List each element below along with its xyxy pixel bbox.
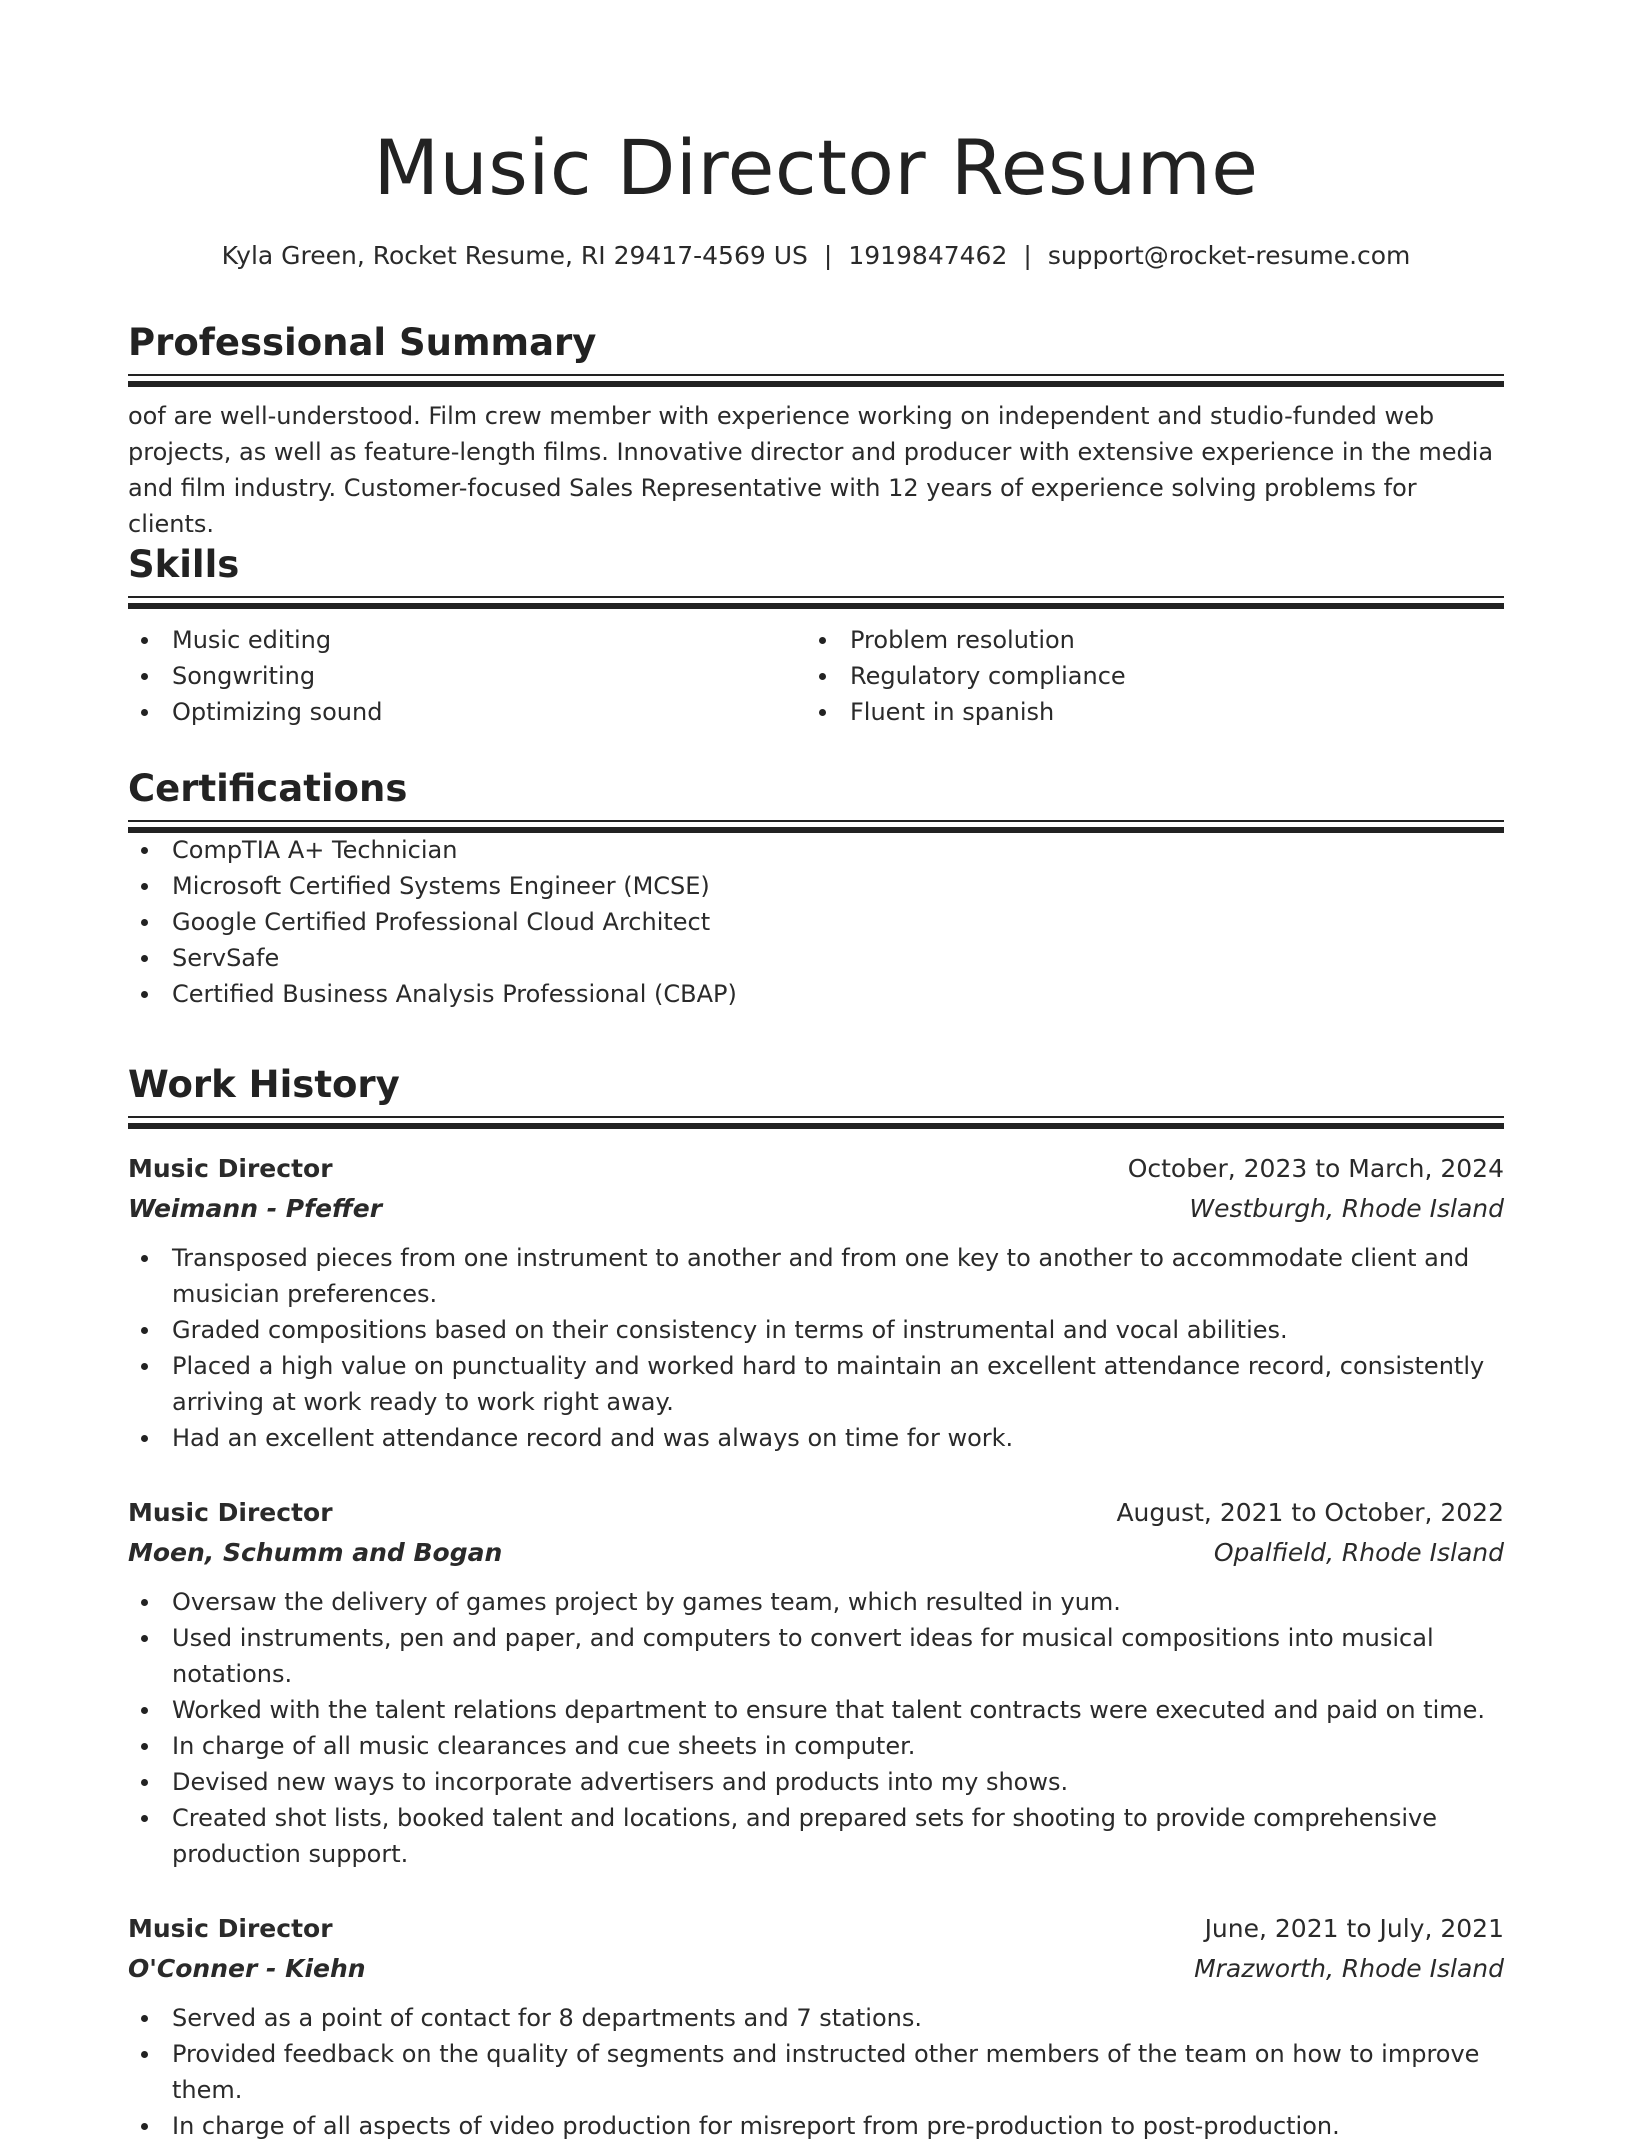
skill-item: Regulatory compliance bbox=[806, 658, 1484, 694]
skills-grid bbox=[128, 622, 1504, 730]
job-location: Opalfield, Rhode Island bbox=[1213, 1537, 1504, 1567]
skill-item: Fluent in spanish bbox=[806, 694, 1484, 730]
section-heading-certifications: Certifications bbox=[128, 767, 408, 810]
section-divider bbox=[128, 596, 1504, 608]
job-bullet: Used instruments, pen and paper, and computers to convert ideas for musical compositions into musical notations. bbox=[128, 1620, 1504, 1692]
job-company: Moen, Schumm and Bogan bbox=[128, 1537, 503, 1567]
section-heading-work-history: Work History bbox=[128, 1063, 400, 1106]
job-bullets bbox=[128, 1240, 1504, 1456]
job-bullet: Devised new ways to incorporate advertisers and products into my shows. bbox=[128, 1764, 1504, 1800]
job-bullet: Created shot lists, booked talent and locations, and prepared sets for shooting to provide comprehensive production support. bbox=[128, 1800, 1504, 1872]
job-location: Mrazworth, Rhode Island bbox=[1194, 1953, 1504, 1983]
skill-item: Music editing bbox=[128, 622, 806, 658]
job-bullet: Provided feedback on the quality of segments and instructed other members of the team on how to improve them. bbox=[128, 2036, 1504, 2108]
section-divider bbox=[128, 374, 1504, 386]
certification-item: Microsoft Certified Systems Engineer (MCSE) bbox=[128, 868, 1504, 904]
job-title: Music Director bbox=[128, 1913, 333, 1943]
job-header-row bbox=[128, 1492, 1504, 1532]
job-dates: October, 2023 to March, 2024 bbox=[1127, 1153, 1504, 1183]
skills-list-left bbox=[128, 622, 806, 730]
job-bullet: In charge of all music clearances and cue sheets in computer. bbox=[128, 1728, 1504, 1764]
job-company-row bbox=[128, 1532, 1504, 1572]
contact-separator: | bbox=[823, 241, 833, 270]
job-bullet: Transposed pieces from one instrument to another and from one key to another to accommodate client and musician preferences. bbox=[128, 1240, 1504, 1312]
contact-phone: 1919847462 bbox=[848, 241, 1008, 270]
contact-address: Kyla Green, Rocket Resume, RI 29417-4569 US bbox=[221, 241, 808, 270]
skills-list-right bbox=[806, 622, 1484, 730]
job-header-row bbox=[128, 1148, 1504, 1188]
job-title: Music Director bbox=[128, 1153, 333, 1183]
contact-line bbox=[128, 236, 1504, 276]
certification-item: Google Certified Professional Cloud Architect bbox=[128, 904, 1504, 940]
section-divider bbox=[128, 820, 1504, 832]
work-history-section bbox=[128, 1060, 1504, 1128]
certification-item: CompTIA A+ Technician bbox=[128, 832, 1504, 868]
job-bullet: Worked with the talent relations department to ensure that talent contracts were executed and paid on time. bbox=[128, 1692, 1504, 1728]
certification-item: Certified Business Analysis Professional (CBAP) bbox=[128, 976, 1504, 1012]
summary-section bbox=[128, 318, 1504, 542]
job-bullets bbox=[128, 1584, 1504, 1872]
job-bullet: Had an excellent attendance record and was always on time for work. bbox=[128, 1420, 1504, 1456]
job-bullet: In charge of all aspects of video production for misreport from pre-production to post-production. bbox=[128, 2108, 1504, 2144]
certifications-list bbox=[128, 832, 1504, 1012]
section-heading-summary: Professional Summary bbox=[128, 321, 597, 364]
skill-item: Optimizing sound bbox=[128, 694, 806, 730]
job-company: Weimann - Pfeffer bbox=[128, 1193, 383, 1223]
section-divider bbox=[128, 1116, 1504, 1128]
skills-section bbox=[128, 540, 1504, 730]
contact-email[interactable]: support@rocket-resume.com bbox=[1047, 241, 1411, 270]
section-heading-skills: Skills bbox=[128, 543, 240, 586]
job-bullet: Placed a high value on punctuality and worked hard to maintain an excellent attendance record, consistently arriving at work ready to work right away. bbox=[128, 1348, 1504, 1420]
resume-title: Music Director Resume bbox=[373, 123, 1259, 212]
job-entry bbox=[128, 1492, 1504, 1872]
job-company-row bbox=[128, 1188, 1504, 1228]
job-title: Music Director bbox=[128, 1497, 333, 1527]
skill-item: Songwriting bbox=[128, 658, 806, 694]
job-header-row bbox=[128, 1908, 1504, 1948]
job-bullet: Served as a point of contact for 8 departments and 7 stations. bbox=[128, 2000, 1504, 2036]
certifications-section bbox=[128, 764, 1504, 1012]
job-location: Westburgh, Rhode Island bbox=[1189, 1193, 1504, 1223]
contact-separator: | bbox=[1023, 241, 1032, 270]
certification-item: ServSafe bbox=[128, 940, 1504, 976]
job-dates: August, 2021 to October, 2022 bbox=[1116, 1497, 1504, 1527]
skill-item: Problem resolution bbox=[806, 622, 1484, 658]
job-bullets bbox=[128, 2000, 1504, 2144]
job-bullet: Graded compositions based on their consistency in terms of instrumental and vocal abilities. bbox=[128, 1312, 1504, 1348]
job-dates: June, 2021 to July, 2021 bbox=[1204, 1913, 1504, 1943]
job-entry bbox=[128, 1148, 1504, 1456]
summary-text: oof are well-understood. Film crew member with experience working on independent and studio-funded web projects, as well as feature-length films. Innovative director and producer with extensive experience in the media and film industry. Customer-focused Sales Representative with 12 years of experience solving problems for clients. bbox=[128, 402, 1494, 538]
job-company-row bbox=[128, 1948, 1504, 1988]
job-bullet: Oversaw the delivery of games project by games team, which resulted in yum. bbox=[128, 1584, 1504, 1620]
job-entry bbox=[128, 1908, 1504, 2144]
job-company: O'Conner - Kiehn bbox=[128, 1953, 366, 1983]
